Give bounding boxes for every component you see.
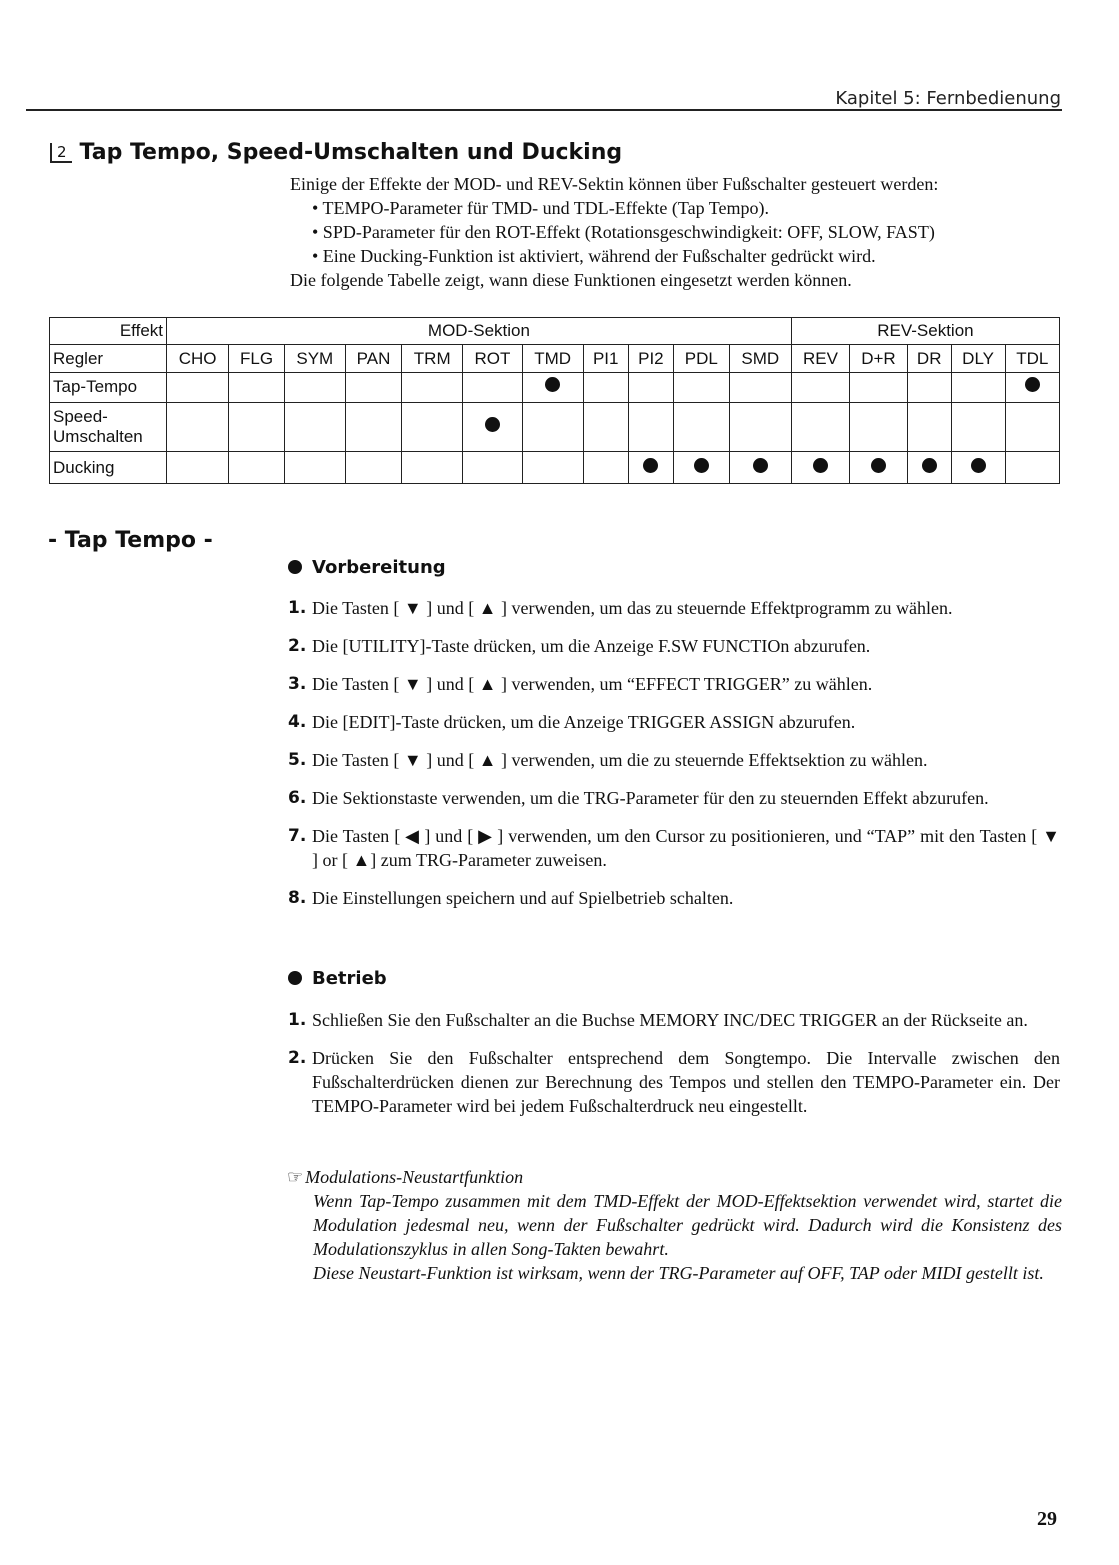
step-text: Schließen Sie den Fußschalter an die Buchse MEMORY INC/DEC TRIGGER an der Rückseite an. bbox=[312, 1010, 1028, 1030]
table-cell bbox=[402, 402, 463, 452]
page-number: 29 bbox=[1037, 1508, 1057, 1530]
intro-bullet: • SPD-Parameter für den ROT-Effekt (Rotationsgeschwindigkeit: OFF, SLOW, FAST) bbox=[312, 222, 935, 242]
note-title-text: Modulations-Neustartfunktion bbox=[305, 1167, 524, 1187]
table-cell bbox=[229, 452, 285, 484]
list-item bbox=[288, 886, 1060, 910]
betrieb-title: Betrieb bbox=[312, 968, 387, 989]
filled-dot-icon bbox=[753, 458, 768, 473]
step-number: 2. bbox=[288, 636, 307, 656]
step-text: Drücken Sie den Fußschalter entsprechend dem Songtempo. Die Intervalle zwischen den Fußschalterdrücken dienen zur Berechnung des Tempos und stellen den TEMPO-Parameter ein. Der TEMPO-Parameter wird bei jedem Fußschalterdruck neu eingestellt. bbox=[312, 1048, 1060, 1116]
column-header: ROT bbox=[463, 345, 523, 372]
table-cell bbox=[463, 372, 523, 402]
column-header: PDL bbox=[673, 345, 729, 372]
section-number: 2 bbox=[50, 143, 72, 163]
step-number: 2. bbox=[288, 1048, 307, 1068]
table-cell bbox=[729, 402, 791, 452]
table-row-tap-tempo bbox=[50, 372, 1060, 402]
vorbereitung-steps bbox=[288, 596, 1060, 924]
column-header: TMD bbox=[522, 345, 583, 372]
column-header: DR bbox=[907, 345, 951, 372]
step-number: 8. bbox=[288, 888, 307, 908]
step-number: 6. bbox=[288, 788, 307, 808]
chapter-header: Kapitel 5: Fernbedienung bbox=[835, 88, 1061, 109]
step-text: Die Einstellungen speichern und auf Spielbetrieb schalten. bbox=[312, 888, 734, 908]
table-cell bbox=[1005, 372, 1059, 402]
table-cell bbox=[463, 402, 523, 452]
tap-tempo-heading: - Tap Tempo - bbox=[48, 528, 213, 553]
table-cell bbox=[402, 452, 463, 484]
table-cell bbox=[583, 372, 628, 402]
table-cell bbox=[167, 452, 229, 484]
step-text: Die Tasten [ ◀ ] und [ ▶ ] verwenden, um den Cursor zu positionieren, und “TAP” mit den Tasten [ ▼ ] or [ ▲] zum TRG-Parameter zuweisen. bbox=[312, 826, 1060, 870]
table-cell bbox=[791, 402, 849, 452]
list-item bbox=[288, 1046, 1060, 1118]
table-cell bbox=[284, 372, 345, 402]
table-cell bbox=[850, 372, 908, 402]
intro-bullet: • TEMPO-Parameter für TMD- und TDL-Effekte (Tap Tempo). bbox=[312, 198, 770, 218]
column-header: REV bbox=[791, 345, 849, 372]
list-item bbox=[288, 634, 1060, 658]
filled-dot-icon bbox=[971, 458, 986, 473]
table-cell bbox=[951, 452, 1005, 484]
column-header: CHO bbox=[167, 345, 229, 372]
step-text: Die [EDIT]-Taste drücken, um die Anzeige TRIGGER ASSIGN abzurufen. bbox=[312, 712, 856, 732]
filled-dot-icon bbox=[1025, 377, 1040, 392]
column-header: FLG bbox=[229, 345, 285, 372]
table-cell bbox=[850, 402, 908, 452]
note-block bbox=[287, 1165, 1062, 1285]
list-item bbox=[288, 672, 1060, 696]
table-cell bbox=[907, 372, 951, 402]
table-cell bbox=[951, 402, 1005, 452]
row-label-line: Umschalten bbox=[53, 426, 143, 446]
table-regler-row bbox=[50, 345, 1060, 372]
table-cell bbox=[345, 452, 402, 484]
intro-text bbox=[290, 172, 1050, 292]
list-item bbox=[288, 596, 1060, 620]
table-cell bbox=[1005, 402, 1059, 452]
table-cell bbox=[628, 402, 673, 452]
table-cell bbox=[167, 372, 229, 402]
table-cell bbox=[402, 372, 463, 402]
intro-bullet: • Eine Ducking-Funktion ist aktiviert, während der Fußschalter gedrückt wird. bbox=[312, 246, 876, 266]
rev-section-header: REV-Sektion bbox=[791, 318, 1059, 345]
table-cell bbox=[522, 372, 583, 402]
step-text: Die Sektionstaste verwenden, um die TRG-Parameter für den zu steuernden Effekt abzurufen. bbox=[312, 788, 989, 808]
note-title bbox=[287, 1165, 1062, 1189]
table-cell bbox=[583, 402, 628, 452]
column-header: SYM bbox=[284, 345, 345, 372]
table-cell bbox=[673, 372, 729, 402]
table-cell bbox=[284, 402, 345, 452]
table-header-row bbox=[50, 318, 1060, 345]
table-cell bbox=[284, 452, 345, 484]
column-header: D+R bbox=[850, 345, 908, 372]
table-cell bbox=[729, 452, 791, 484]
mod-section-header: MOD-Sektion bbox=[167, 318, 792, 345]
vorbereitung-heading bbox=[288, 557, 446, 578]
betrieb-steps bbox=[288, 1008, 1060, 1132]
table-cell bbox=[345, 402, 402, 452]
intro-outro: Die folgende Tabelle zeigt, wann diese Funktionen eingesetzt werden können. bbox=[290, 270, 852, 290]
regler-label: Regler bbox=[50, 345, 167, 372]
table-cell bbox=[907, 402, 951, 452]
filled-dot-icon bbox=[871, 458, 886, 473]
table-cell bbox=[463, 452, 523, 484]
table-cell bbox=[229, 372, 285, 402]
vorbereitung-title: Vorbereitung bbox=[312, 557, 446, 578]
list-item bbox=[288, 824, 1060, 872]
step-number: 5. bbox=[288, 750, 307, 770]
step-number: 4. bbox=[288, 712, 307, 732]
column-header: SMD bbox=[729, 345, 791, 372]
column-header: TDL bbox=[1005, 345, 1059, 372]
table-cell bbox=[522, 402, 583, 452]
filled-dot-icon bbox=[922, 458, 937, 473]
list-item bbox=[288, 1008, 1060, 1032]
table-cell bbox=[167, 402, 229, 452]
note-paragraph: Diese Neustart-Funktion ist wirksam, wenn der TRG-Parameter auf OFF, TAP oder MIDI gestellt ist. bbox=[313, 1263, 1044, 1283]
column-header: PI1 bbox=[583, 345, 628, 372]
note-paragraph: Wenn Tap-Tempo zusammen mit dem TMD-Effekt der MOD-Effektsektion verwendet wird, startet die Modulation jedesmal neu, wenn der Fußschalter gedrückt wird. Dadurch wird die Konsistenz des Modulationszyklus in allen Song-Takten bewahrt. bbox=[313, 1191, 1062, 1259]
row-label: Ducking bbox=[50, 452, 167, 484]
table-row-ducking bbox=[50, 452, 1060, 484]
step-number: 7. bbox=[288, 826, 307, 846]
bullet-icon bbox=[288, 560, 302, 574]
column-header: TRM bbox=[402, 345, 463, 372]
section-title: Tap Tempo, Speed-Umschalten und Ducking bbox=[79, 140, 623, 165]
header-rule bbox=[26, 109, 1062, 111]
table-cell bbox=[951, 372, 1005, 402]
step-number: 1. bbox=[288, 1010, 307, 1030]
pointing-hand-icon: ☞ bbox=[287, 1167, 304, 1187]
table-cell bbox=[907, 452, 951, 484]
table-cell bbox=[791, 452, 849, 484]
table-row-speed bbox=[50, 402, 1060, 452]
filled-dot-icon bbox=[813, 458, 828, 473]
effects-table bbox=[49, 317, 1060, 484]
filled-dot-icon bbox=[643, 458, 658, 473]
table-cell bbox=[583, 452, 628, 484]
effekt-header: Effekt bbox=[50, 318, 167, 345]
step-number: 3. bbox=[288, 674, 307, 694]
table-cell bbox=[729, 372, 791, 402]
list-item bbox=[288, 748, 1060, 772]
intro-paragraph: Einige der Effekte der MOD- und REV-Sektin können über Fußschalter gesteuert werden: bbox=[290, 174, 939, 194]
column-header: PI2 bbox=[628, 345, 673, 372]
filled-dot-icon bbox=[485, 417, 500, 432]
step-text: Die Tasten [ ▼ ] und [ ▲ ] verwenden, um “EFFECT TRIGGER” zu wählen. bbox=[312, 674, 873, 694]
bullet-icon bbox=[288, 971, 302, 985]
column-header: PAN bbox=[345, 345, 402, 372]
table-cell bbox=[791, 372, 849, 402]
table-cell bbox=[673, 452, 729, 484]
table-cell bbox=[1005, 452, 1059, 484]
section-heading bbox=[50, 140, 622, 165]
column-header: DLY bbox=[951, 345, 1005, 372]
betrieb-heading bbox=[288, 968, 387, 989]
table-cell bbox=[229, 402, 285, 452]
table-cell bbox=[628, 372, 673, 402]
step-text: Die Tasten [ ▼ ] und [ ▲ ] verwenden, um die zu steuernde Effektsektion zu wählen. bbox=[312, 750, 928, 770]
table-cell bbox=[673, 402, 729, 452]
table-cell bbox=[628, 452, 673, 484]
filled-dot-icon bbox=[694, 458, 709, 473]
step-text: Die Tasten [ ▼ ] und [ ▲ ] verwenden, um das zu steuernde Effektprogramm zu wählen. bbox=[312, 598, 953, 618]
filled-dot-icon bbox=[545, 377, 560, 392]
step-number: 1. bbox=[288, 598, 307, 618]
table-cell bbox=[522, 452, 583, 484]
row-label bbox=[50, 402, 167, 452]
table-cell bbox=[850, 452, 908, 484]
row-label-line: Speed- bbox=[53, 406, 108, 426]
table-cell bbox=[345, 372, 402, 402]
step-text: Die [UTILITY]-Taste drücken, um die Anzeige F.SW FUNCTIOn abzurufen. bbox=[312, 636, 871, 656]
list-item bbox=[288, 710, 1060, 734]
list-item bbox=[288, 786, 1060, 810]
row-label: Tap-Tempo bbox=[50, 372, 167, 402]
